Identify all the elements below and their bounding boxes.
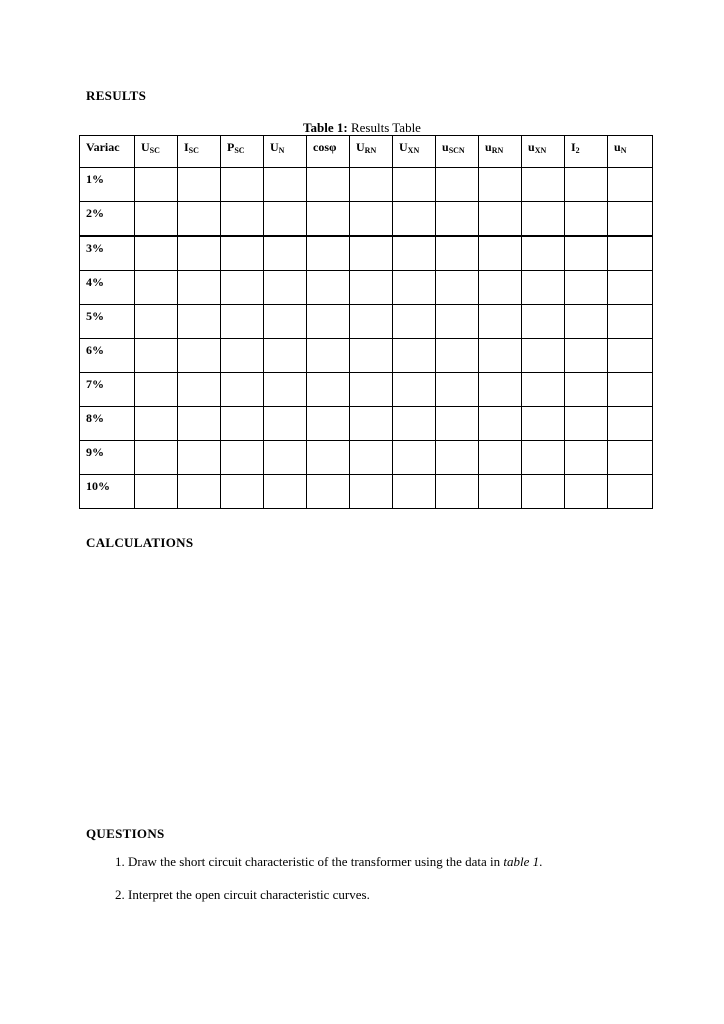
- questions-heading: QUESTIONS: [86, 826, 165, 841]
- empty-cell: [135, 236, 178, 271]
- empty-cell: [264, 441, 307, 475]
- empty-cell: [264, 236, 307, 271]
- row-label: 9%: [80, 441, 135, 475]
- empty-cell: [307, 373, 350, 407]
- empty-cell: [565, 407, 608, 441]
- table-caption: [0, 120, 724, 136]
- empty-cell: [522, 271, 565, 305]
- empty-cell: [565, 339, 608, 373]
- empty-cell: [522, 373, 565, 407]
- empty-cell: [135, 339, 178, 373]
- results-table: [79, 135, 653, 509]
- table-row: [80, 305, 653, 339]
- empty-cell: [350, 339, 393, 373]
- empty-cell: [565, 271, 608, 305]
- empty-cell: [135, 271, 178, 305]
- header-psc: $P_{SC}$: [221, 136, 264, 168]
- empty-cell: [565, 168, 608, 202]
- empty-cell: [264, 305, 307, 339]
- empty-cell: [178, 373, 221, 407]
- table-header-row: [80, 136, 653, 168]
- table-row: [80, 271, 653, 305]
- empty-cell: [393, 202, 436, 237]
- questions-list: [86, 853, 688, 919]
- header-urn: $U_{RN}$: [350, 136, 393, 168]
- empty-cell: [350, 305, 393, 339]
- table-row: [80, 168, 653, 202]
- empty-cell: [135, 475, 178, 509]
- empty-cell: [436, 236, 479, 271]
- empty-cell: [221, 373, 264, 407]
- empty-cell: [221, 305, 264, 339]
- empty-cell: [350, 475, 393, 509]
- empty-cell: [522, 339, 565, 373]
- header-uxn: $U_{XN}$: [393, 136, 436, 168]
- empty-cell: [479, 236, 522, 271]
- empty-cell: [350, 236, 393, 271]
- empty-cell: [436, 305, 479, 339]
- empty-cell: [178, 168, 221, 202]
- results-heading: RESULTS: [86, 88, 147, 103]
- empty-cell: [522, 407, 565, 441]
- empty-cell: [307, 271, 350, 305]
- empty-cell: [608, 373, 653, 407]
- empty-cell: [479, 475, 522, 509]
- empty-cell: [350, 168, 393, 202]
- empty-cell: [307, 168, 350, 202]
- header-i2: $I_2$: [565, 136, 608, 168]
- empty-cell: [393, 168, 436, 202]
- empty-cell: [479, 407, 522, 441]
- empty-cell: [522, 236, 565, 271]
- row-label: 8%: [80, 407, 135, 441]
- empty-cell: [565, 373, 608, 407]
- empty-cell: [264, 475, 307, 509]
- empty-cell: [178, 441, 221, 475]
- empty-cell: [307, 407, 350, 441]
- empty-cell: [436, 271, 479, 305]
- empty-cell: [350, 271, 393, 305]
- empty-cell: [522, 441, 565, 475]
- header-isc: $I_{SC}$: [178, 136, 221, 168]
- table-row: [80, 407, 653, 441]
- empty-cell: [393, 339, 436, 373]
- empty-cell: [178, 202, 221, 237]
- empty-cell: [307, 441, 350, 475]
- empty-cell: [608, 305, 653, 339]
- table-row: [80, 236, 653, 271]
- calculations-heading: CALCULATIONS: [86, 535, 194, 550]
- row-label: 4%: [80, 271, 135, 305]
- empty-cell: [479, 271, 522, 305]
- header-un-lower: $u_N$: [608, 136, 653, 168]
- empty-cell: [479, 441, 522, 475]
- row-label: 5%: [80, 305, 135, 339]
- row-label: 1%: [80, 168, 135, 202]
- table-row: [80, 202, 653, 237]
- empty-cell: [608, 407, 653, 441]
- empty-cell: [264, 271, 307, 305]
- empty-cell: [264, 202, 307, 237]
- empty-cell: [350, 373, 393, 407]
- empty-cell: [221, 441, 264, 475]
- empty-cell: [479, 305, 522, 339]
- empty-cell: [436, 475, 479, 509]
- header-urn-lower: $u_{RN}$: [479, 136, 522, 168]
- empty-cell: [479, 373, 522, 407]
- empty-cell: [608, 475, 653, 509]
- empty-cell: [178, 236, 221, 271]
- table-row: [80, 441, 653, 475]
- empty-cell: [436, 441, 479, 475]
- empty-cell: [135, 202, 178, 237]
- table-caption-label: Table 1:: [303, 120, 348, 135]
- empty-cell: [221, 168, 264, 202]
- empty-cell: [393, 271, 436, 305]
- empty-cell: [393, 236, 436, 271]
- empty-cell: [178, 305, 221, 339]
- empty-cell: [436, 373, 479, 407]
- empty-cell: [221, 236, 264, 271]
- empty-cell: [178, 271, 221, 305]
- empty-cell: [608, 168, 653, 202]
- row-label: 6%: [80, 339, 135, 373]
- empty-cell: [522, 168, 565, 202]
- table-row: [80, 475, 653, 509]
- empty-cell: [178, 475, 221, 509]
- question-item: 1. Draw the short circuit characteristic of the transformer using the data in table 1.: [128, 853, 688, 870]
- empty-cell: [479, 168, 522, 202]
- empty-cell: [307, 202, 350, 237]
- empty-cell: [264, 407, 307, 441]
- question-item: 2. Interpret the open circuit characteristic curves.: [128, 886, 688, 903]
- empty-cell: [178, 407, 221, 441]
- header-variac: Variac: [80, 136, 135, 168]
- empty-cell: [221, 407, 264, 441]
- empty-cell: [565, 305, 608, 339]
- empty-cell: [393, 407, 436, 441]
- empty-cell: [135, 168, 178, 202]
- empty-cell: [522, 305, 565, 339]
- empty-cell: [307, 339, 350, 373]
- empty-cell: [479, 339, 522, 373]
- header-uscn-lower: $u_{SCN}$: [436, 136, 479, 168]
- empty-cell: [264, 339, 307, 373]
- empty-cell: [307, 305, 350, 339]
- empty-cell: [436, 407, 479, 441]
- row-label: 3%: [80, 236, 135, 271]
- empty-cell: [264, 373, 307, 407]
- empty-cell: [393, 373, 436, 407]
- empty-cell: [135, 407, 178, 441]
- empty-cell: [565, 202, 608, 237]
- empty-cell: [221, 475, 264, 509]
- empty-cell: [393, 475, 436, 509]
- empty-cell: [393, 441, 436, 475]
- row-label: 2%: [80, 202, 135, 237]
- row-label: 10%: [80, 475, 135, 509]
- empty-cell: [135, 441, 178, 475]
- empty-cell: [522, 202, 565, 237]
- empty-cell: [264, 168, 307, 202]
- empty-cell: [135, 373, 178, 407]
- empty-cell: [565, 236, 608, 271]
- table-caption-text: Results Table: [347, 120, 421, 135]
- header-cosphi: cosφ: [307, 136, 350, 168]
- empty-cell: [565, 441, 608, 475]
- table-row: [80, 339, 653, 373]
- empty-cell: [608, 202, 653, 237]
- header-uxn-lower: $u_{XN}$: [522, 136, 565, 168]
- empty-cell: [608, 339, 653, 373]
- empty-cell: [393, 305, 436, 339]
- empty-cell: [608, 236, 653, 271]
- table-row: [80, 373, 653, 407]
- empty-cell: [436, 202, 479, 237]
- row-label: 7%: [80, 373, 135, 407]
- empty-cell: [436, 339, 479, 373]
- empty-cell: [307, 475, 350, 509]
- empty-cell: [479, 202, 522, 237]
- empty-cell: [350, 407, 393, 441]
- empty-cell: [178, 339, 221, 373]
- empty-cell: [436, 168, 479, 202]
- empty-cell: [221, 271, 264, 305]
- empty-cell: [221, 202, 264, 237]
- empty-cell: [350, 441, 393, 475]
- empty-cell: [350, 202, 393, 237]
- header-usc: $U_{SC}$: [135, 136, 178, 168]
- empty-cell: [135, 305, 178, 339]
- empty-cell: [608, 441, 653, 475]
- empty-cell: [608, 271, 653, 305]
- empty-cell: [565, 475, 608, 509]
- empty-cell: [221, 339, 264, 373]
- empty-cell: [522, 475, 565, 509]
- empty-cell: [307, 236, 350, 271]
- header-un: $U_N$: [264, 136, 307, 168]
